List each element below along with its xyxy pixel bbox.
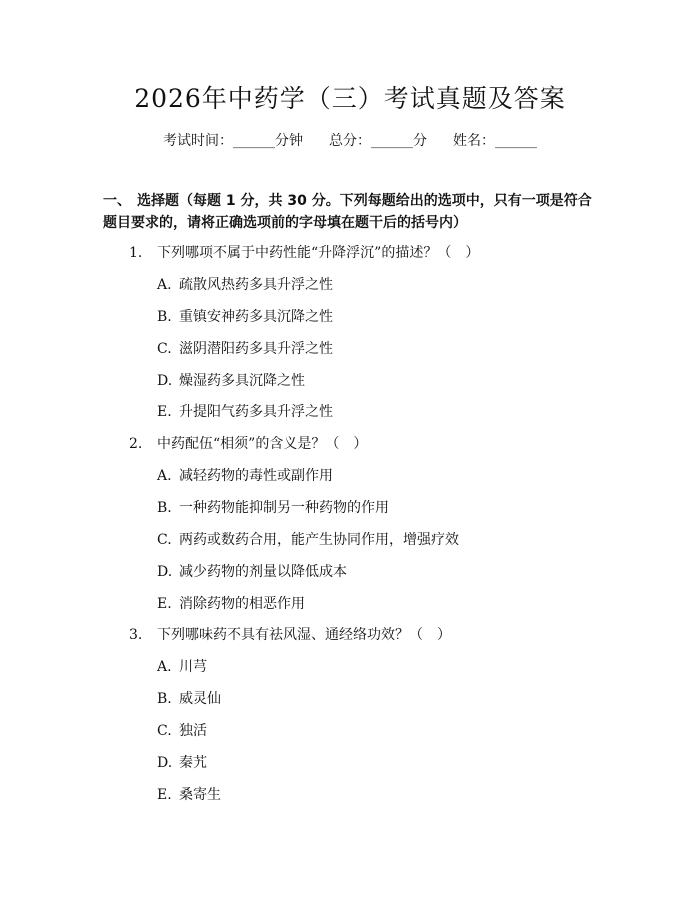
total-score-field: 总分：______分 xyxy=(329,133,427,149)
question-2-option-e xyxy=(157,594,305,614)
student-name-field: 姓名：______ xyxy=(453,133,537,149)
option-letter: C. xyxy=(157,723,172,739)
question-1-option-b xyxy=(157,307,333,327)
option-text: 燥湿药多具沉降之性 xyxy=(179,373,305,389)
question-1-option-c xyxy=(157,339,333,359)
question-2-option-c xyxy=(157,530,459,550)
question-2 xyxy=(129,434,367,454)
option-letter: B. xyxy=(157,500,172,516)
question-3 xyxy=(129,625,451,645)
option-text: 独活 xyxy=(179,723,207,739)
question-1-option-a xyxy=(157,275,333,295)
question-2-option-b xyxy=(157,498,389,518)
option-letter: B. xyxy=(157,691,172,707)
option-text: 两药或数药合用，能产生协同作用，增强疗效 xyxy=(179,532,459,548)
question-3-option-e xyxy=(157,785,221,805)
option-letter: A. xyxy=(157,468,172,484)
option-text: 消除药物的相恶作用 xyxy=(179,596,305,612)
question-3-option-c xyxy=(157,721,207,741)
option-letter: C. xyxy=(157,341,172,357)
exam-time-field: 考试时间：______分钟 xyxy=(163,133,303,149)
option-letter: D. xyxy=(157,373,173,389)
option-text: 升提阳气药多具升浮之性 xyxy=(179,404,333,420)
question-text: 中药配伍“相须”的含义是？（ ） xyxy=(157,436,368,452)
question-2-option-a xyxy=(157,466,333,486)
option-letter: A. xyxy=(157,659,172,675)
option-text: 秦艽 xyxy=(179,755,207,771)
option-letter: A. xyxy=(157,277,172,293)
option-letter: D. xyxy=(157,564,173,580)
question-3-option-a xyxy=(157,657,207,677)
option-text: 一种药物能抑制另一种药物的作用 xyxy=(179,500,389,516)
option-text: 滋阴潜阳药多具升浮之性 xyxy=(179,341,333,357)
page-title: 2026年中药学（三）考试真题及答案 xyxy=(134,84,566,113)
option-text: 威灵仙 xyxy=(179,691,221,707)
option-text: 重镇安神药多具沉降之性 xyxy=(179,309,333,325)
question-3-option-d xyxy=(157,753,207,773)
question-1-option-e xyxy=(157,402,333,422)
question-1-option-d xyxy=(157,371,305,391)
option-letter: E. xyxy=(157,596,172,612)
question-number: 2. xyxy=(129,436,143,452)
section-heading xyxy=(103,190,593,234)
option-letter: B. xyxy=(157,309,172,325)
question-number: 1. xyxy=(129,245,143,261)
question-text: 下列哪味药不具有祛风湿、通经络功效？（ ） xyxy=(157,627,451,643)
section-number: 一、 xyxy=(103,193,131,209)
question-3-option-b xyxy=(157,689,221,709)
question-number: 3. xyxy=(129,627,143,643)
option-letter: C. xyxy=(157,532,172,548)
question-1 xyxy=(129,243,479,263)
question-2-option-d xyxy=(157,562,347,582)
option-text: 疏散风热药多具升浮之性 xyxy=(179,277,333,293)
option-letter: E. xyxy=(157,787,172,803)
option-letter: E. xyxy=(157,404,172,420)
option-text: 川芎 xyxy=(179,659,207,675)
option-text: 桑寄生 xyxy=(179,787,221,803)
question-text: 下列哪项不属于中药性能“升降浮沉”的描述？（ ） xyxy=(157,245,480,261)
option-text: 减少药物的剂量以降低成本 xyxy=(179,564,347,580)
option-text: 减轻药物的毒性或副作用 xyxy=(179,468,333,484)
exam-meta xyxy=(0,131,700,151)
option-letter: D. xyxy=(157,755,173,771)
section-instructions: 选择题（每题 1 分，共 30 分。下列每题给出的选项中，只有一项是符合题目要求的，请将正确选项前的字母填在题干后的括号内） xyxy=(103,193,592,231)
